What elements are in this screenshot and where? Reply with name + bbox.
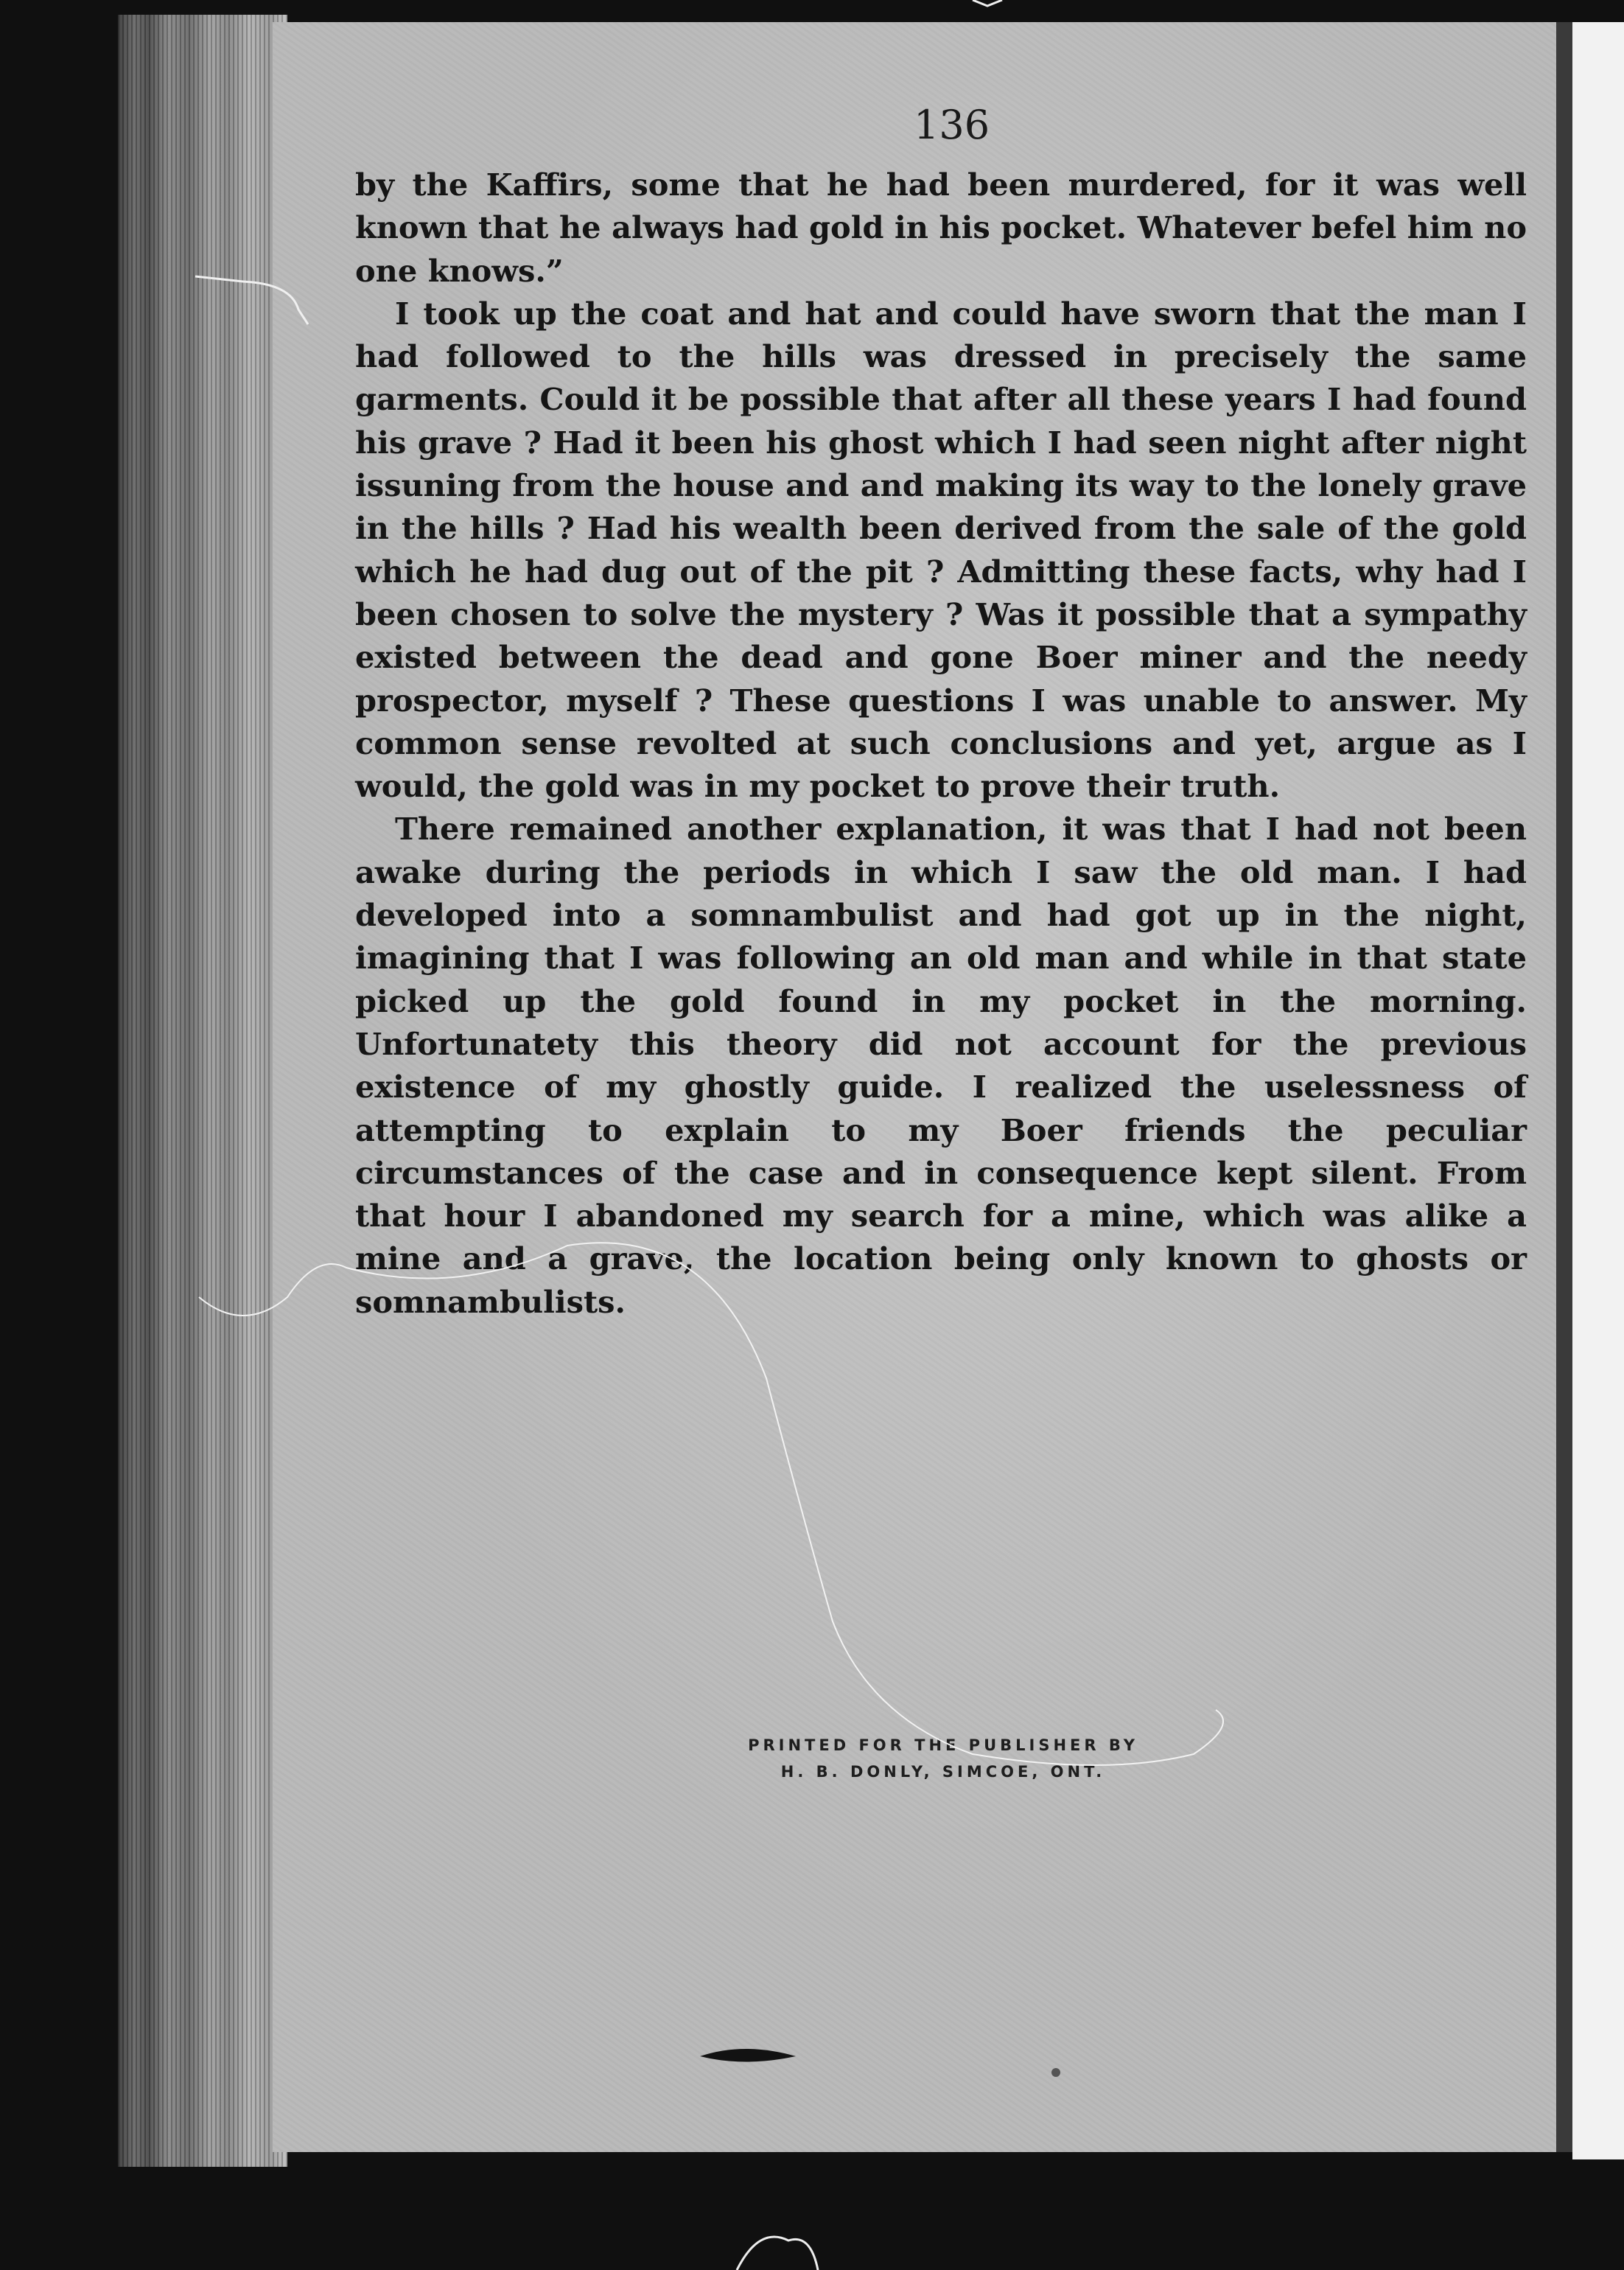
printer-imprint xyxy=(707,1732,1179,1785)
imprint-line-1: PRINTED FOR THE PUBLISHER BY xyxy=(748,1736,1138,1754)
imprint-line-2: H. B. DONLY, SIMCOE, ONT. xyxy=(780,1763,1106,1781)
book-page-edges xyxy=(118,15,287,2167)
binding-shadow xyxy=(1556,22,1572,2152)
paragraph-2: I took up the coat and hat and could have sworn that the man I had followed to the hills was dressed in precisely the same garments. Could it be possible that after all these years I had found his grave ? Had it been his ghost which I had seen night after night issuning from the house and and making its way to the lonely grave in the hills ? Had his wealth been derived from the sale of the gold which he had dug out of the pit ? Admitting these facts, why had I been chosen to solve the mystery ? Was it possible that a sympathy existed between the dead and gone Boer miner and the needy prospector, myself ? These questions I was unable to answer. My common sense revolted at such conclusions and yet, argue as I would, the gold was in my pocket to prove their truth. xyxy=(355,295,1527,805)
page-number: 136 xyxy=(914,102,990,148)
facing-page-margin xyxy=(1572,22,1624,2159)
paragraph-1: by the Kaffirs, some that he had been murdered, for it was well known that he always had gold in his pocket. Whatever befel him no one knows.” xyxy=(355,167,1527,289)
body-text xyxy=(355,164,1527,1324)
paragraph-3: There remained another explanation, it was that I had not been awake during the periods in which I saw the old man. I had developed into a somnambulist and had got up in the night, imagining that I was following an old man and while in that state picked up the gold found in my pocket in the morning. Unfortunatety this theory did not account for the previous existence of my ghostly guide. I realized the uselessness of attempting to explain to my Boer friends the peculiar circumstances of the case and in consequence kept silent. From that hour I abandoned my search for a mine, which was alike a mine and a grave, the location being only known to ghosts or somnambulists. xyxy=(355,811,1527,1320)
